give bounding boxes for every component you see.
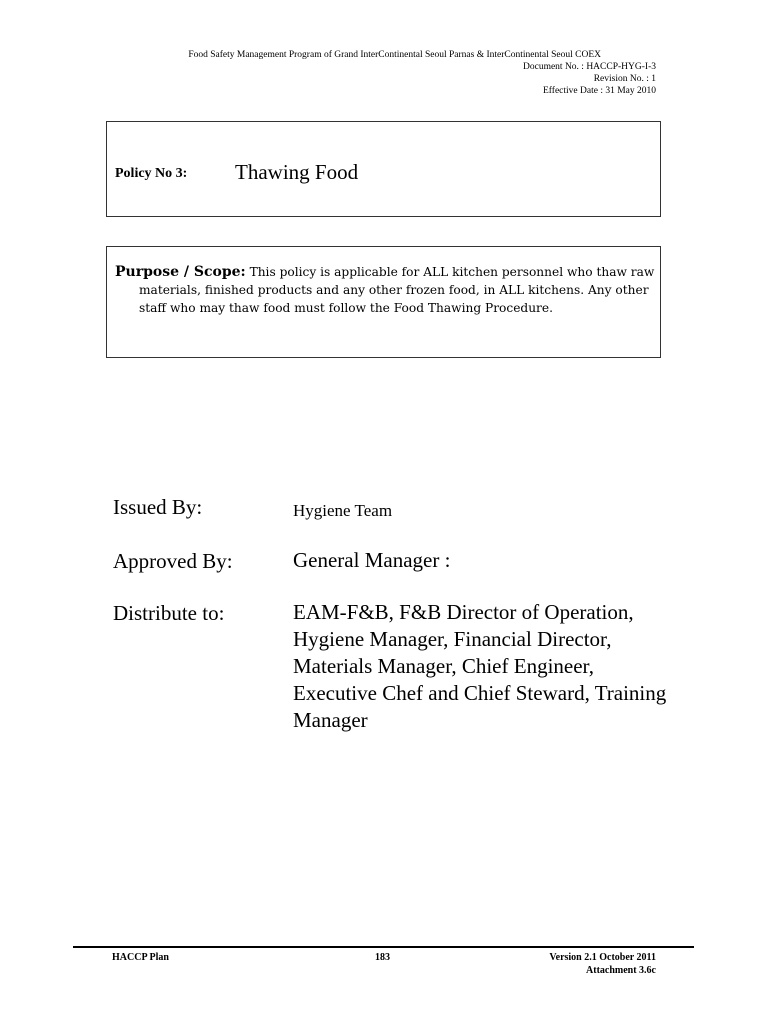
approved-by-value: General Manager :: [293, 548, 451, 572]
policy-box: [106, 121, 661, 217]
attachment-info: Attachment 3.6c: [586, 965, 656, 976]
purpose-paragraph: [115, 263, 674, 317]
page-number: 183: [375, 952, 390, 963]
document-header: [188, 49, 656, 97]
purpose-label: Purpose / Scope:: [115, 264, 246, 280]
distribute-to-label: Distribute to:: [113, 601, 225, 625]
issued-by-value: Hygiene Team: [293, 501, 393, 520]
version-info: Version 2.1 October 2011: [549, 952, 656, 963]
purpose-text: This policy is applicable for ALL kitchen personnel who thaw raw materials, finished products and any other frozen food, in ALL kitchens. Any other staff who may thaw food must follow the Food Thawing Procedure.: [139, 265, 655, 315]
policy-label: Policy No 3:: [115, 166, 188, 181]
footer-plan-name: HACCP Plan: [112, 952, 169, 963]
footer-divider: [73, 946, 694, 948]
document-number: Document No. : HACCP-HYG-I-3: [523, 62, 656, 72]
effective-date: Effective Date : 31 May 2010: [543, 86, 656, 96]
policy-title: Thawing Food: [235, 160, 359, 184]
purpose-box: [106, 246, 661, 358]
program-title: Food Safety Management Program of Grand InterContinental Seoul Parnas & InterContinental Seoul COEX: [188, 50, 601, 60]
distribute-to-value: EAM-F&B, F&B Director of Operation, Hygiene Manager, Financial Director, Materials Manager, Chief Engineer, Executive Chef and Chief Steward, Training Manager: [293, 600, 667, 732]
approved-by-label: Approved By:: [113, 549, 233, 573]
issued-by-label: Issued By:: [113, 495, 203, 519]
revision-number: Revision No. : 1: [593, 74, 656, 84]
footer-version-block: [549, 951, 656, 977]
